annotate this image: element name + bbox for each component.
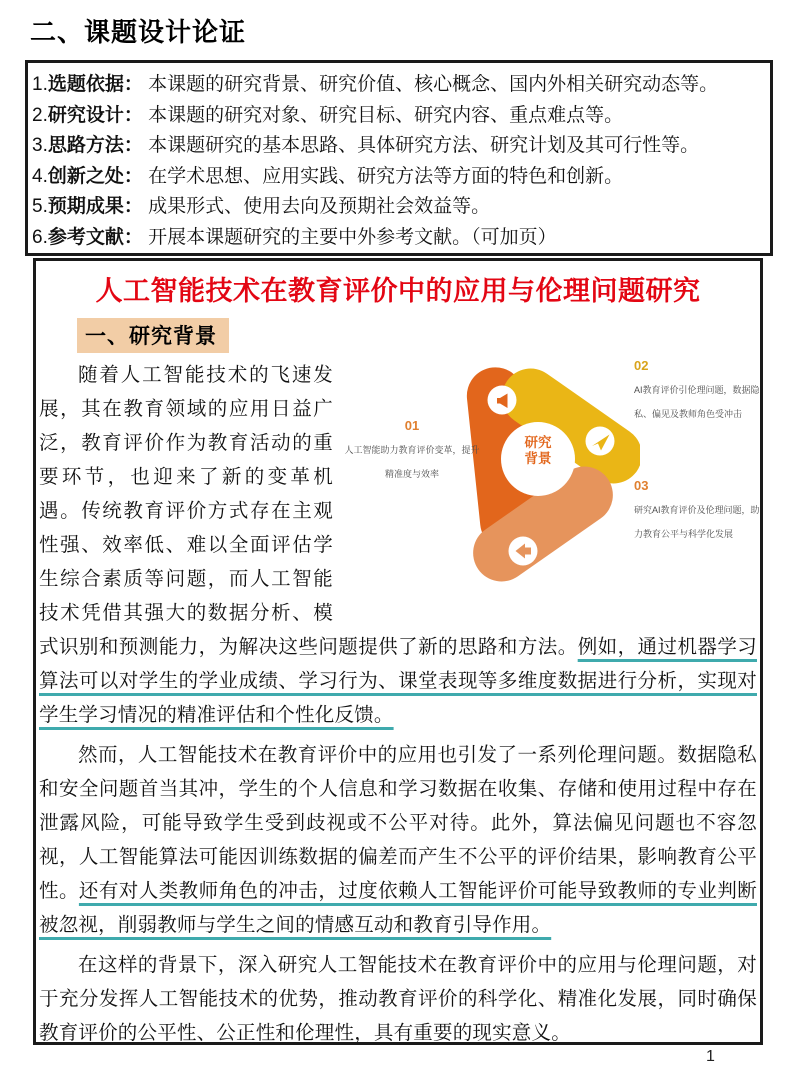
page-heading: 二、课题设计论证	[30, 17, 247, 47]
guideline-number: 2.	[32, 104, 48, 126]
guideline-item-4	[32, 162, 766, 193]
diagram-item-text: 人工智能助力教育评价变革，提升精准度与效率	[344, 445, 480, 479]
research-background-diagram	[333, 358, 760, 624]
paragraph-research-significance	[39, 948, 757, 1045]
guideline-box	[25, 60, 773, 256]
diagram-item-number: 03	[634, 478, 649, 493]
guideline-text: 本课题的研究背景、研究价值、核心概念、国内外相关研究动态等。	[148, 74, 719, 95]
guideline-text: 成果形式、使用去向及预期社会效益等。	[148, 196, 491, 217]
guideline-label: 研究设计：	[47, 104, 143, 126]
diagram-item-03	[634, 478, 763, 546]
guideline-number: 1.	[32, 74, 48, 95]
diagram-item-01	[341, 418, 483, 486]
diagram-item-02	[634, 358, 763, 426]
guideline-item-6	[32, 223, 766, 254]
guideline-item-3	[32, 131, 766, 162]
guideline-text: 本课题研究的基本思路、具体研究方法、研究计划及其可行性等。	[148, 135, 700, 156]
section-header-wrap	[77, 318, 757, 350]
section-header-research-background: 一、研究背景	[77, 318, 229, 353]
guideline-number: 4.	[32, 165, 48, 187]
guideline-text: 在学术思想、应用实践、研究方法等方面的特色和创新。	[148, 165, 624, 187]
guideline-item-5	[32, 192, 766, 223]
diagram-item-text: 研究AI教育评价及伦理问题，助力教育公平与科学化发展	[634, 505, 760, 539]
guideline-label: 参考文献：	[47, 226, 143, 248]
guideline-label: 选题依据：	[47, 74, 143, 95]
guideline-label: 预期成果：	[47, 196, 143, 217]
guideline-label: 思路方法：	[47, 135, 143, 156]
diagram-center-line2: 背景	[524, 451, 552, 466]
content-box	[33, 258, 763, 1045]
paragraph2-normal-text: 然而，人工智能技术在教育评价中的应用也引发了一系列伦理问题。数据隐私和安全问题首当其冲，学生的个人信息和学习数据在收集、存储和使用过程中存在泄露风险，可能导致学生受到歧视或不公平对待。此外，算法偏见问题也不容忽视，人工智能算法可能因训练数据的偏差而产生不公平的评价结果，影响教育公平性。	[39, 744, 757, 902]
guideline-number: 6.	[32, 226, 48, 248]
diagram-item-text: AI教育评价引伦理问题，数据隐私、偏见及教师角色受冲击	[634, 385, 760, 419]
guideline-item-1	[32, 70, 766, 101]
diagram-item-number: 02	[634, 358, 649, 373]
guideline-item-2	[32, 101, 766, 132]
paragraph3-text: 在这样的背景下，深入研究人工智能技术在教育评价中的应用与伦理问题，对于充分发挥人工智能技术的优势，推动教育评价的科学化、精准化发展，同时确保教育评价的公平性、公正性和伦理性，具有重要的现实意义。	[39, 954, 757, 1044]
guideline-number: 5.	[32, 196, 48, 217]
guideline-text: 开展本课题研究的主要中外参考文献。（可加页）	[148, 226, 557, 248]
paragraph1-normal-text: 随着人工智能技术的飞速发展，其在教育领域的应用日益广泛，教育评价作为教育活动的重要环节，也迎来了新的变革机遇。传统教育评价方式存在主观性强、效率低、难以全面评估学生综合素质等问题，而人工智能技术凭借其强大的数据分析、模式识别和预测能力，为解决这些问题提供了新的思路和方法。	[39, 364, 578, 658]
document-title: 人工智能技术在教育评价中的应用与伦理问题研究	[95, 276, 701, 306]
paragraph2-underlined-text: 还有对人类教师角色的冲击，过度依赖人工智能评价可能导致教师的专业判断被忽视，削弱教师与学生之间的情感互动和教育引导作用。	[39, 880, 757, 936]
guideline-number: 3.	[32, 135, 48, 156]
paragraph-ethical-issues	[39, 738, 757, 942]
page-number: 1	[706, 1048, 715, 1065]
diagram-center-label	[498, 435, 578, 467]
diagram-item-number: 01	[404, 418, 420, 433]
guideline-label: 创新之处：	[47, 165, 143, 187]
diagram-center-line1: 研究	[524, 435, 552, 450]
paragraph1-underlined-text: 例如，通过机器学习算法可以对学生的学业成绩、学习行为、课堂表现等多维度数据进行分析，实现对学生学习情况的精准评估和个性化反馈。	[39, 636, 757, 726]
guideline-text: 本课题的研究对象、研究目标、研究内容、重点难点等。	[148, 104, 624, 126]
